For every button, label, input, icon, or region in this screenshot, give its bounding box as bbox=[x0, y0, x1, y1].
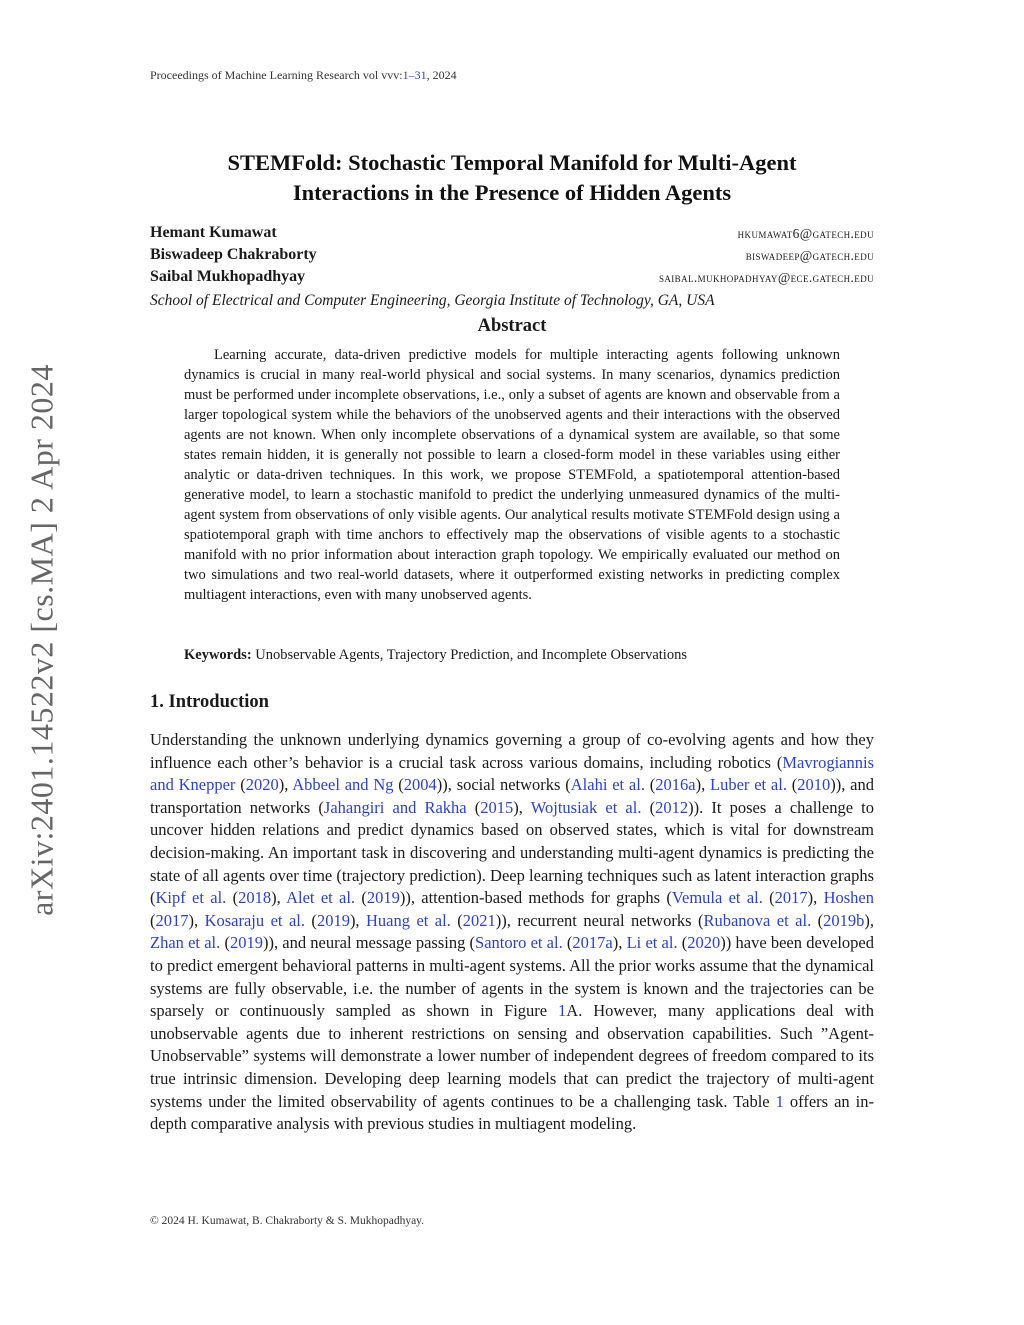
citation-link[interactable]: 2019 bbox=[229, 933, 263, 953]
section-heading: 1. Introduction bbox=[150, 692, 269, 712]
author-row bbox=[150, 268, 874, 290]
citation-link[interactable]: 2004 bbox=[403, 775, 437, 795]
author-email[interactable]: hkumawat6@gatech.edu bbox=[737, 226, 874, 241]
paper-title: STEMFold: Stochastic Temporal Manifold for Multi-Agent Interactions in the Presence of Hidden Agents bbox=[227, 150, 797, 205]
citation-link[interactable]: 2015 bbox=[480, 797, 514, 817]
citation-link[interactable]: Rubanova et al. bbox=[703, 910, 812, 930]
intro-paragraph: Understanding the unknown underlying dynamics governing a group of co-evolving agents and how they influence each other’s behavior is a crucial task across various domains, including robotics (Mavrogiannis and Knepper (2020), Abbeel and Ng (2004)), social networks (Alahi et al. (2016a), Luber et al. (2010)), and transportation networks (Jahangiri and Rakha (2015), Wojtusiak et al. (2012)). It poses a challenge to uncover hidden relations and predict dynamics based on observed states, which is vital for downstream decision-making. An important task in discovering and understanding multi-agent dynamics is predicting the state of all agents over time (trajectory prediction). Deep learning techniques such as latent interaction graphs (Kipf et al. (2018), Alet et al. (2019)), attention-based methods for graphs (Vemula et al. (2017), Hoshen (2017), Kosaraju et al. (2019), Huang et al. (2021)), recurrent neural networks (Rubanova et al. (2019b), Zhan et al. (2019)), and neural message passing (Santoro et al. (2017a), Li et al. (2020)) have been developed to predict emergent behavioral patterns in multi-agent systems. All the prior works assume that the dynamical systems are fully observable, i.e. the number of agents in the system is known and the trajectories can be sparsely or continuously sampled as shown in Figure 1A. However, many applications deal with unobservable agents due to inherent restrictions on sensing and observation capabilities. Such ”Agent-Unobservable” systems will demonstrate a lower number of independent degrees of freedom compared to its true intrinsic dimension. Developing deep learning models that can predict the trajectory of multi-agent systems under the limited observability of agents continues to be a challenging task. Table 1 offers an in-depth comparative analysis with previous studies in multiagent modeling. bbox=[150, 730, 875, 1134]
citation-link[interactable]: 2020 bbox=[245, 775, 279, 795]
keywords: Keywords: Unobservable Agents, Trajectory Prediction, and Incomplete Observations bbox=[184, 647, 687, 663]
abstract-text: Learning accurate, data-driven predictive models for multiple interacting agents following unknown dynamics is crucial in many real-world physical and social systems. In many scenarios, dynamics prediction must be performed under incomplete observations, i.e., only a subset of agents are known and observable from a larger topological system while the behaviors of the unobserved agents and their interactions with the observed agents are not known. When only incomplete observations of a dynamical system are available, so that some states remain hidden, it is generally not possible to learn a closed-form model in these variables using either analytic or data-driven techniques. In this work, we propose STEMFold, a spatiotemporal attention-based generative model, to learn a stochastic manifold to predict the underlying unmeasured dynamics of the multi-agent system from observations of only visible agents. Our analytical results motivate STEMFold design using a spatiotemporal graph with time anchors to effectively map the observations of visible agents to a stochastic manifold with no prior information about interaction graph topology. We empirically evaluated our method on two simulations and two real-world datasets, where it outperformed existing networks in predicting complex multiagent interactions, even with many unobserved agents. bbox=[184, 347, 840, 603]
table-ref-link[interactable]: 1 bbox=[775, 1091, 784, 1111]
abstract-heading: Abstract bbox=[477, 316, 547, 336]
citation-link[interactable]: Hoshen bbox=[823, 888, 874, 908]
citation-link[interactable]: Kosaraju et al. bbox=[204, 910, 305, 930]
citation-link[interactable]: 2017a bbox=[572, 933, 613, 953]
author-name: Hemant Kumawat bbox=[150, 224, 277, 241]
author-email[interactable]: saibal.mukhopadhyay@ece.gatech.edu bbox=[658, 270, 874, 285]
citation-link[interactable]: Kipf et al. bbox=[155, 888, 227, 908]
citation-link[interactable]: 2021 bbox=[462, 910, 496, 930]
citation-link[interactable]: Alet et al. bbox=[286, 888, 356, 908]
affiliation: School of Electrical and Computer Engineering, Georgia Institute of Technology, GA, USA bbox=[150, 292, 715, 309]
author-row bbox=[150, 224, 874, 246]
citation-link[interactable]: 2017 bbox=[155, 910, 189, 930]
citation-link[interactable]: 2010 bbox=[797, 775, 831, 795]
citation-link[interactable]: 2016a bbox=[655, 775, 696, 795]
page-range-link[interactable]: 1–31 bbox=[402, 68, 427, 82]
citation-link[interactable]: Santoro et al. bbox=[475, 933, 563, 953]
citation-link[interactable]: 2019 bbox=[366, 888, 400, 908]
citation-link[interactable]: Li et al. bbox=[626, 933, 678, 953]
author-name: Biswadeep Chakraborty bbox=[150, 246, 317, 263]
figure-ref-link[interactable]: 1 bbox=[558, 1001, 567, 1021]
citation-link[interactable]: Vemula et al. bbox=[671, 888, 763, 908]
citation-link[interactable]: Zhan et al. bbox=[150, 933, 221, 953]
citation-link[interactable]: 2019b bbox=[823, 910, 865, 930]
citation-link[interactable]: 2020 bbox=[687, 933, 721, 953]
author-email[interactable]: biswadeep@gatech.edu bbox=[745, 248, 874, 263]
citation-link[interactable]: 2012 bbox=[655, 797, 689, 817]
running-header: Proceedings of Machine Learning Research vol vvv:1–31, 2024 bbox=[150, 68, 457, 82]
arxiv-stamp: arXiv:2401.14522v2 [cs.MA] 2 Apr 2024 bbox=[23, 364, 60, 916]
citation-link[interactable]: Luber et al. bbox=[710, 775, 787, 795]
author-row bbox=[150, 246, 874, 268]
citation-link[interactable]: Huang et al. bbox=[366, 910, 451, 930]
citation-link[interactable]: Wojtusiak et al. bbox=[530, 797, 642, 817]
copyright-footer: © 2024 H. Kumawat, B. Chakraborty & S. Mukhopadhyay. bbox=[150, 1215, 425, 1227]
citation-link[interactable]: Alahi et al. bbox=[570, 775, 645, 795]
citation-link[interactable]: Jahangiri and Rakha bbox=[323, 797, 467, 817]
citation-link[interactable]: Mavrogiannis and Knepper bbox=[150, 752, 874, 795]
citation-link[interactable]: Abbeel and Ng bbox=[292, 775, 394, 795]
citation-link[interactable]: 2018 bbox=[238, 888, 272, 908]
citation-link[interactable]: 2017 bbox=[774, 888, 808, 908]
author-name: Saibal Mukhopadhyay bbox=[150, 268, 306, 285]
citation-link[interactable]: 2019 bbox=[316, 910, 350, 930]
